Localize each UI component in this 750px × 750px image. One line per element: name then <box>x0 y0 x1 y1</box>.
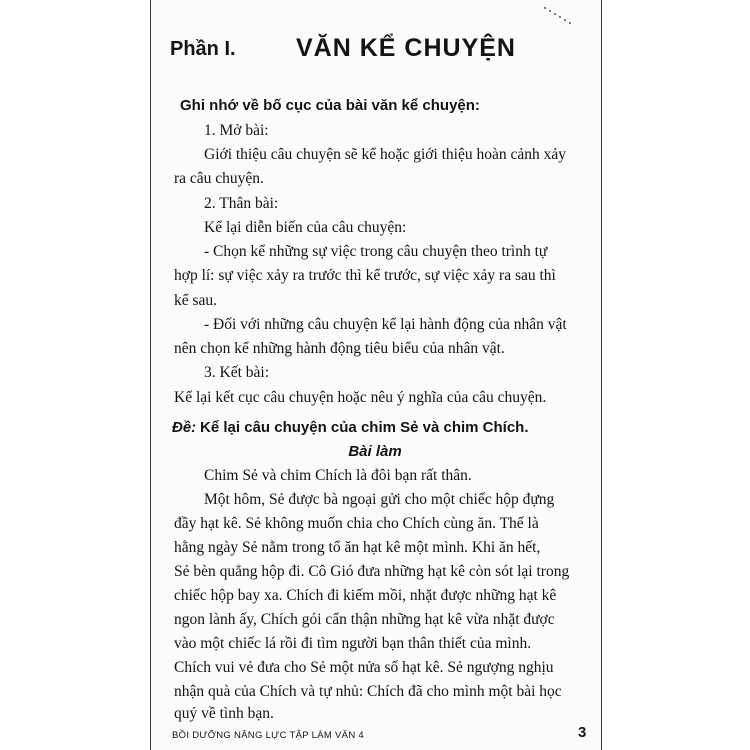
answer-line: nhận quà của Chích và tự nhủ: Chích đã cho mình một bài học <box>174 683 562 700</box>
exercise-label: Đề: <box>172 419 197 436</box>
memo-line: Kể lại diễn biến của câu chuyện: <box>204 219 407 236</box>
memo-line: Giới thiệu câu chuyện sẽ kể hoặc giới thiệu hoàn cảnh xảy <box>204 146 567 163</box>
memo-line: Kể lại kết cục câu chuyện hoặc nêu ý nghĩa của câu chuyện. <box>174 389 547 406</box>
memo-line: 1. Mở bài: <box>204 122 269 139</box>
answer-line: Một hôm, Sẻ được bà ngoại gửi cho một chiếc hộp đựng <box>204 491 555 508</box>
answer-line: vào một chiếc lá rồi đi tìm người bạn thân thiết của mình. <box>174 635 532 652</box>
memo-line: 2. Thân bài: <box>204 195 279 212</box>
corner-dots-decoration <box>543 6 573 28</box>
answer-line: Chích vui vẻ đưa cho Sẻ một nửa số hạt kê. Sẻ ngượng nghịu <box>174 659 554 676</box>
exercise-text: Kể lại câu chuyện của chim Sẻ và chim Chích. <box>200 419 529 436</box>
memo-line: - Đối với những câu chuyện kể lại hành động của nhân vật <box>204 316 567 333</box>
memo-line: - Chọn kể những sự việc trong câu chuyện theo trình tự <box>204 243 548 260</box>
answer-line: Chim Sẻ và chim Chích là đôi bạn rất thân. <box>204 467 472 484</box>
answer-line: đầy hạt kê. Sẻ không muốn chia cho Chích cùng ăn. Thế là <box>174 515 539 532</box>
part-title: VĂN KỂ CHUYỆN <box>296 34 516 62</box>
exercise-prompt <box>172 418 529 438</box>
memo-line: 3. Kết bài: <box>204 364 269 381</box>
answer-line: Sẻ bèn quẳng hộp đi. Cô Gió đưa những hạt kê còn sót lại trong <box>174 563 570 580</box>
page-number: 3 <box>578 724 587 741</box>
answer-line: ngon lành ấy, Chích gói cẩn thận những hạt kê vừa nhặt được <box>174 611 555 628</box>
part-label: Phần I. <box>170 38 236 60</box>
footer-book-title: BỒI DƯỠNG NĂNG LỰC TẬP LÀM VĂN 4 <box>172 730 364 741</box>
memo-title: Ghi nhớ về bố cục của bài văn kể chuyện: <box>180 97 480 114</box>
answer-title: Bài làm <box>348 443 402 460</box>
answer-title-row <box>0 442 750 462</box>
memo-line: hợp lí: sự việc xảy ra trước thì kể trước, sự việc xảy ra sau thì <box>174 267 556 284</box>
memo-line: ra câu chuyện. <box>174 170 264 187</box>
answer-line: hằng ngày Sẻ nằm trong tổ ăn hạt kê một mình. Khi ăn hết, <box>174 539 541 556</box>
answer-line: chiếc hộp bay xa. Chích đi kiếm mồi, nhặt được những hạt kê <box>174 587 557 604</box>
answer-line: quý về tình bạn. <box>174 705 274 722</box>
section-heading <box>170 34 590 74</box>
memo-line: kể sau. <box>174 292 218 309</box>
memo-line: nên chọn kể những hành động tiêu biểu của nhân vật. <box>174 340 505 357</box>
